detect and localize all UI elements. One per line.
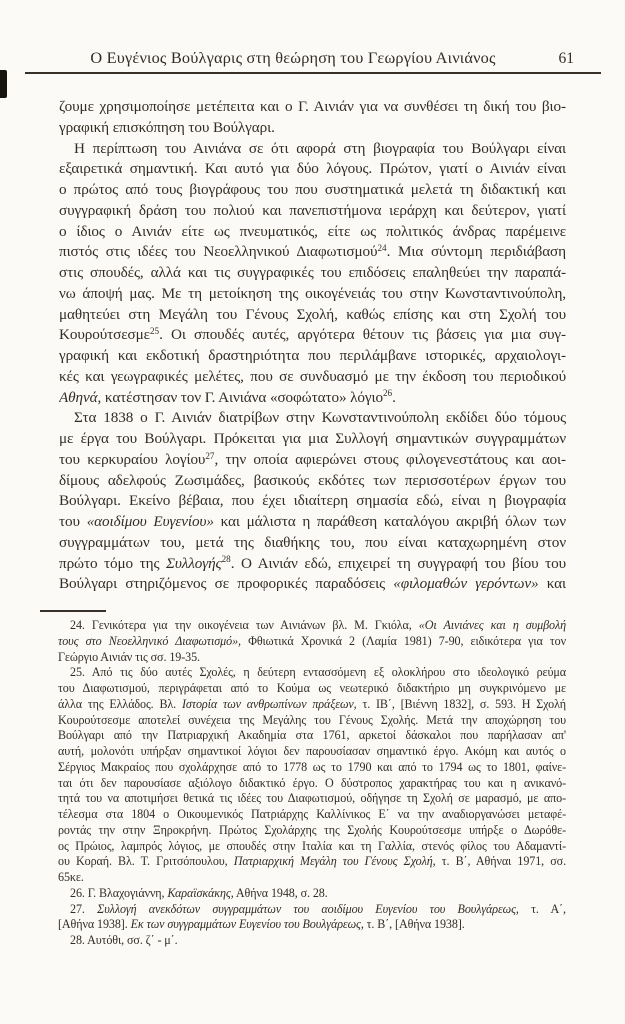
footnote-line: 28. Αυτόθι, σσ. ζ΄ - μ΄. xyxy=(70,933,178,947)
body-line: μαθητεύει στη Μεγάλη του Γένους Σχολή, καθώς επίσης και στη Σχολή του xyxy=(59,305,566,323)
footnote-line: 26. Γ. Βλαχογιάννη, Καραϊσκάκης, Αθήνα 1948, σ. 28. xyxy=(70,885,328,900)
running-header-title: Ο Ευγένιος Βούλγαρις στη θεώρηση του Γεωργίου Αινιάνος xyxy=(90,48,496,67)
body-line: ο πρώτος από τους βιογράφους του που συστηματικά μελετά τη διδακτική και xyxy=(59,181,566,198)
scan-artifact xyxy=(0,70,7,98)
body-text xyxy=(59,97,566,595)
body-line: με έργα του Βούλγαρι. Πρόκειται για μια Συλλογή σημαντικών συγγραμμάτων xyxy=(59,430,566,447)
body-line: γραφική και εκδοτική δραστηριότητα που περιλάμβανε ιστορικές, αρχαιολογι- xyxy=(59,347,566,364)
footnote-line: τέλεσμα στα 1804 ο Οικουμενικός Πατριάρχης Καλλίνικος Ε΄ να την αναδιοργανώσει μεταφέ- xyxy=(58,807,566,821)
footnote-line: 24. Γενικότερα για την οικογένεια των Αινιάνων βλ. Μ. Γκιόλα, «Οι Αινιάνες και η συμβολή xyxy=(70,618,566,632)
footnotes xyxy=(58,618,566,949)
body-line: του κερκυραίου λογίου$^{27}$, την οποία αφιερώνει στους φιλογενεστάτους και αοι- xyxy=(59,450,566,468)
running-header xyxy=(25,46,601,74)
body-line: Βούλγαρι. Εκείνο βέβαια, που έχει ιδιαίτερη σημασία εδώ, είναι η βιογραφία xyxy=(59,492,566,510)
footnote-line: Βούλγαρι από την Πατριαρχική Ακαδημία στα 1761, αρκετοί δάσκαλοι που παρήλασαν απ' xyxy=(58,728,566,743)
body-line: στις σπουδές, αλλά και τις συγγραφικές του επιδόσεις επαληθεύει την παραπά- xyxy=(59,264,566,281)
footnote-line: 27. Συλλογή ανεκδότων συγγραμμάτων του αοιδίμου Ευγενίου του Βουλγάρεως, τ. Α΄, xyxy=(70,901,566,916)
footnote-reference: 25 xyxy=(149,326,160,337)
footnote-line: ται ότι δεν παρουσίασε αξιόλογο διδακτικό έργο. Ο δύστροπος χαρακτήρας του και η ανικανό- xyxy=(58,775,566,790)
body-line: εξαιρετικά σημαντική. Και αυτό για δύο λόγους. Πρώτον, γιατί ο Αινιάν είναι xyxy=(59,160,566,178)
footnote-line: 25. Από τις δύο αυτές Σχολές, η δεύτερη εντασσόμενη εξ ολοκλήρου στο ιδεολογικό ρεύμα xyxy=(70,665,566,680)
footnote-separator xyxy=(40,610,106,612)
footnote-line: αυτή, μολονότι υπήρξαν σημαντικοί λόγιοι δεν παρουσίασαν σημαντικό έργο. Ακόμη και αυτός ο xyxy=(58,744,566,758)
body-line: πρώτο τόμο της Συλλογής$^{28}$. Ο Αινιάν εδώ, επιχειρεί τη συγγραφή του βίου του xyxy=(59,554,566,572)
footnote-line: ου Κοραή. Βλ. Τ. Γριτσόπουλου, Πατριαρχική Μεγάλη του Γένους Σχολή, τ. Β΄, Αθήναι 1971, σσ. xyxy=(58,854,566,869)
body-line: Η περίπτωση του Αινιάνα σε ότι αφορά στη βιογραφία του Βούλγαρι είναι xyxy=(74,139,566,157)
footnote-line: Σέργιος Μακραίος που σχολάρχησε από το 1778 ως το 1790 και από το 1794 ως το 1801, φαίνε- xyxy=(58,759,566,774)
footnote-line: τητά του να αποτιμήσει θετικά τις ιδέες του Διαφωτισμού, οδήγησε τη Σχολή σε μαρασμό, με απο- xyxy=(58,791,566,806)
footnote-line: τους στο Νεοελληνικό Διαφωτισμό», Φθιωτικά Χρονικά 2 (Λαμία 1981) 7-90, ειδικότερα για τον xyxy=(58,633,566,648)
body-line: κές και γεωγραφικές μελέτες, που σε συνδυασμό με την έκδοση του περιοδικού xyxy=(59,367,566,385)
footnote-line: άλλα της Ελλάδος. Βλ. Ιστορία των ανθρωπίνων πράξεων, τ. ΙΒ΄, [Βιέννη 1832], σ. 593. Η Σχολή xyxy=(58,696,566,711)
body-line: δίμους αδελφούς Ζωσιμάδες, βασικούς εκδότες των περισσοτέρων έργων του xyxy=(59,471,566,489)
body-line: συγγραμμάτων του, μετά της διαθήκης του, που είναι καταχωρημένη στον xyxy=(59,533,566,551)
footnote-line: [Αθήνα 1938]. Εκ των συγγραμμάτων Ευγενίου του Βουλγάρεως, τ. Β΄, [Αθήνα 1938]. xyxy=(58,917,465,932)
body-line: Βούλγαρι στηριζόμενος σε προφορικές παραδόσεις «φιλομαθών γερόντων» και xyxy=(59,575,566,593)
body-line: νω άποψή μας. Με τη μετοίκηση της οικογένειάς του στην Κωνσταντινούπολη, xyxy=(59,284,566,302)
body-line: συγγραφική δράση του πολιού και πανεπιστήμονα ιεράρχη και δεύτερον, γιατί xyxy=(59,201,566,219)
footnote-line: Γεώργιο Αινιάν τις σσ. 19-35. xyxy=(58,649,200,664)
footnote-reference: 24 xyxy=(377,243,387,254)
footnote-reference: 27 xyxy=(205,450,215,461)
footnote-line: 65κε. xyxy=(58,870,84,884)
footnote-line: Κουρούτσεσμε αποτελεί συνέχεια της Μεγάλης του Γένους Σχολής. Μετά την αποχώρηση του xyxy=(58,712,566,727)
footnote-reference: 26 xyxy=(382,388,393,399)
body-line: πιστός στις ιδέες του Νεοελληνικού Διαφωτισμού$^{24}$. Μια σύντομη περιδιάβαση xyxy=(59,243,566,261)
page-number: 61 xyxy=(558,50,574,67)
body-line: γραφική επισκόπηση του Βούλγαρι. xyxy=(59,118,275,136)
body-line: ζουμε χρησιμοποίησε μετέπειτα και ο Γ. Αινιάν για να συνθέσει τη δική του βιο- xyxy=(59,98,566,115)
footnote-reference: 28 xyxy=(221,554,231,565)
footnote-line: ροντάς την στην Ξηροκρήνη. Πρώτος Σχολάρχης της Σχολής Κουρούτσεσμε υπήρξε ο Δωρόθε- xyxy=(58,822,566,837)
body-line: του «αοιδίμου Ευγενίου» και μάλιστα η παράθεση καταλόγου ακριβή όλων των xyxy=(59,513,566,530)
body-line: ο ίδιος ο Αινιάν είτε ως πνευματικός, είτε ως πολιτικός άνδρας παρέμεινε xyxy=(59,222,566,240)
body-line: Στα 1838 ο Γ. Αινιάν διατρίβων στην Κωνσταντινούπολη εκδίδει δύο τόμους xyxy=(74,409,566,427)
body-line: Κουρούτσεσμε$^{25}$. Οι σπουδές αυτές, αργότερα θέτουν τις βάσεις για μια συγ- xyxy=(59,326,566,344)
footnote-line: του Διαφωτισμού, περιγράφεται από το Κούμα ως νεωτερικό διδακτήριο μη συγκρινόμενο με xyxy=(58,681,566,695)
body-line: Αθηνά, κατέστησαν τον Γ. Αινιάνα «σοφώτατο» λόγιο$^{26}$. xyxy=(59,388,396,406)
footnote-line: ος Πρώιος, λαμπρός λόγιος, με σπουδές στην Ιταλία και τη Γαλλία, στενός φίλος του Αδαμαντί- xyxy=(58,838,566,853)
